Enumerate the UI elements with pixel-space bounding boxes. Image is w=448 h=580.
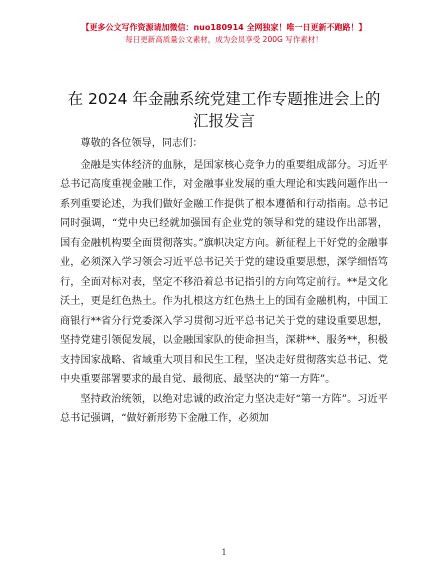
promo-banner-line2: 每日更新高质量公文素材，成为会员享受 200G 写作素材！ [125,35,323,44]
document-title: 在 2024 年金融系统党建工作专题推进会上的汇报发言 [67,90,381,130]
promo-banner [0,22,448,46]
document-body [60,134,388,429]
paragraph-1: 金融是实体经济的血脉，是国家核心竞争力的重要组成部分。习近平总书记高度重视金融工作，对金融事业发展的重大理论和实践问题作出一系列重要论述，为我们做好金融工作提供了根本遵循和行动指南。总书记同时强调，“党中央已经就加强国有企业党的领导和党的建设作出部署，国有金融机构要全面贯彻落实。”旗帜决定方向。新征程上干好党的金融事业，必须深入学习领会习近平总书记关于党的建设重要思想，深学细悟笃行，全面对标对表，坚定不移沿着总书记指引的方向笃定前行。**是文化沃土，更是红色热土。作为扎根这方红色热土上的国有金融机构，中国工商银行**省分行党委深入学习贯彻习近平总书记关于党的建设重要思想，坚持党建引领促发展，以金融国家队的使命担当，深耕**、服务**，积极支持国家战略、省域重大项目和民生工程，坚决走好贯彻落实总书记、党中央重要部署要求的最自觉、最彻底、最坚决的“第一方阵”。 [60,159,388,385]
promo-banner-line1: 【更多公文写作资源请加微信：nuo180914 全网独家！唯一日更新不跑路！】 [81,23,367,32]
greeting: 尊敬的各位领导，同志们： [80,138,203,149]
page-number: 1 [221,548,227,557]
paragraph-2: 坚持政治统领，以绝对忠诚的政治定力坚决走好“第一方阵”。习近平总书记强调，“做好新形势下金融工作，必须加 [60,393,388,424]
